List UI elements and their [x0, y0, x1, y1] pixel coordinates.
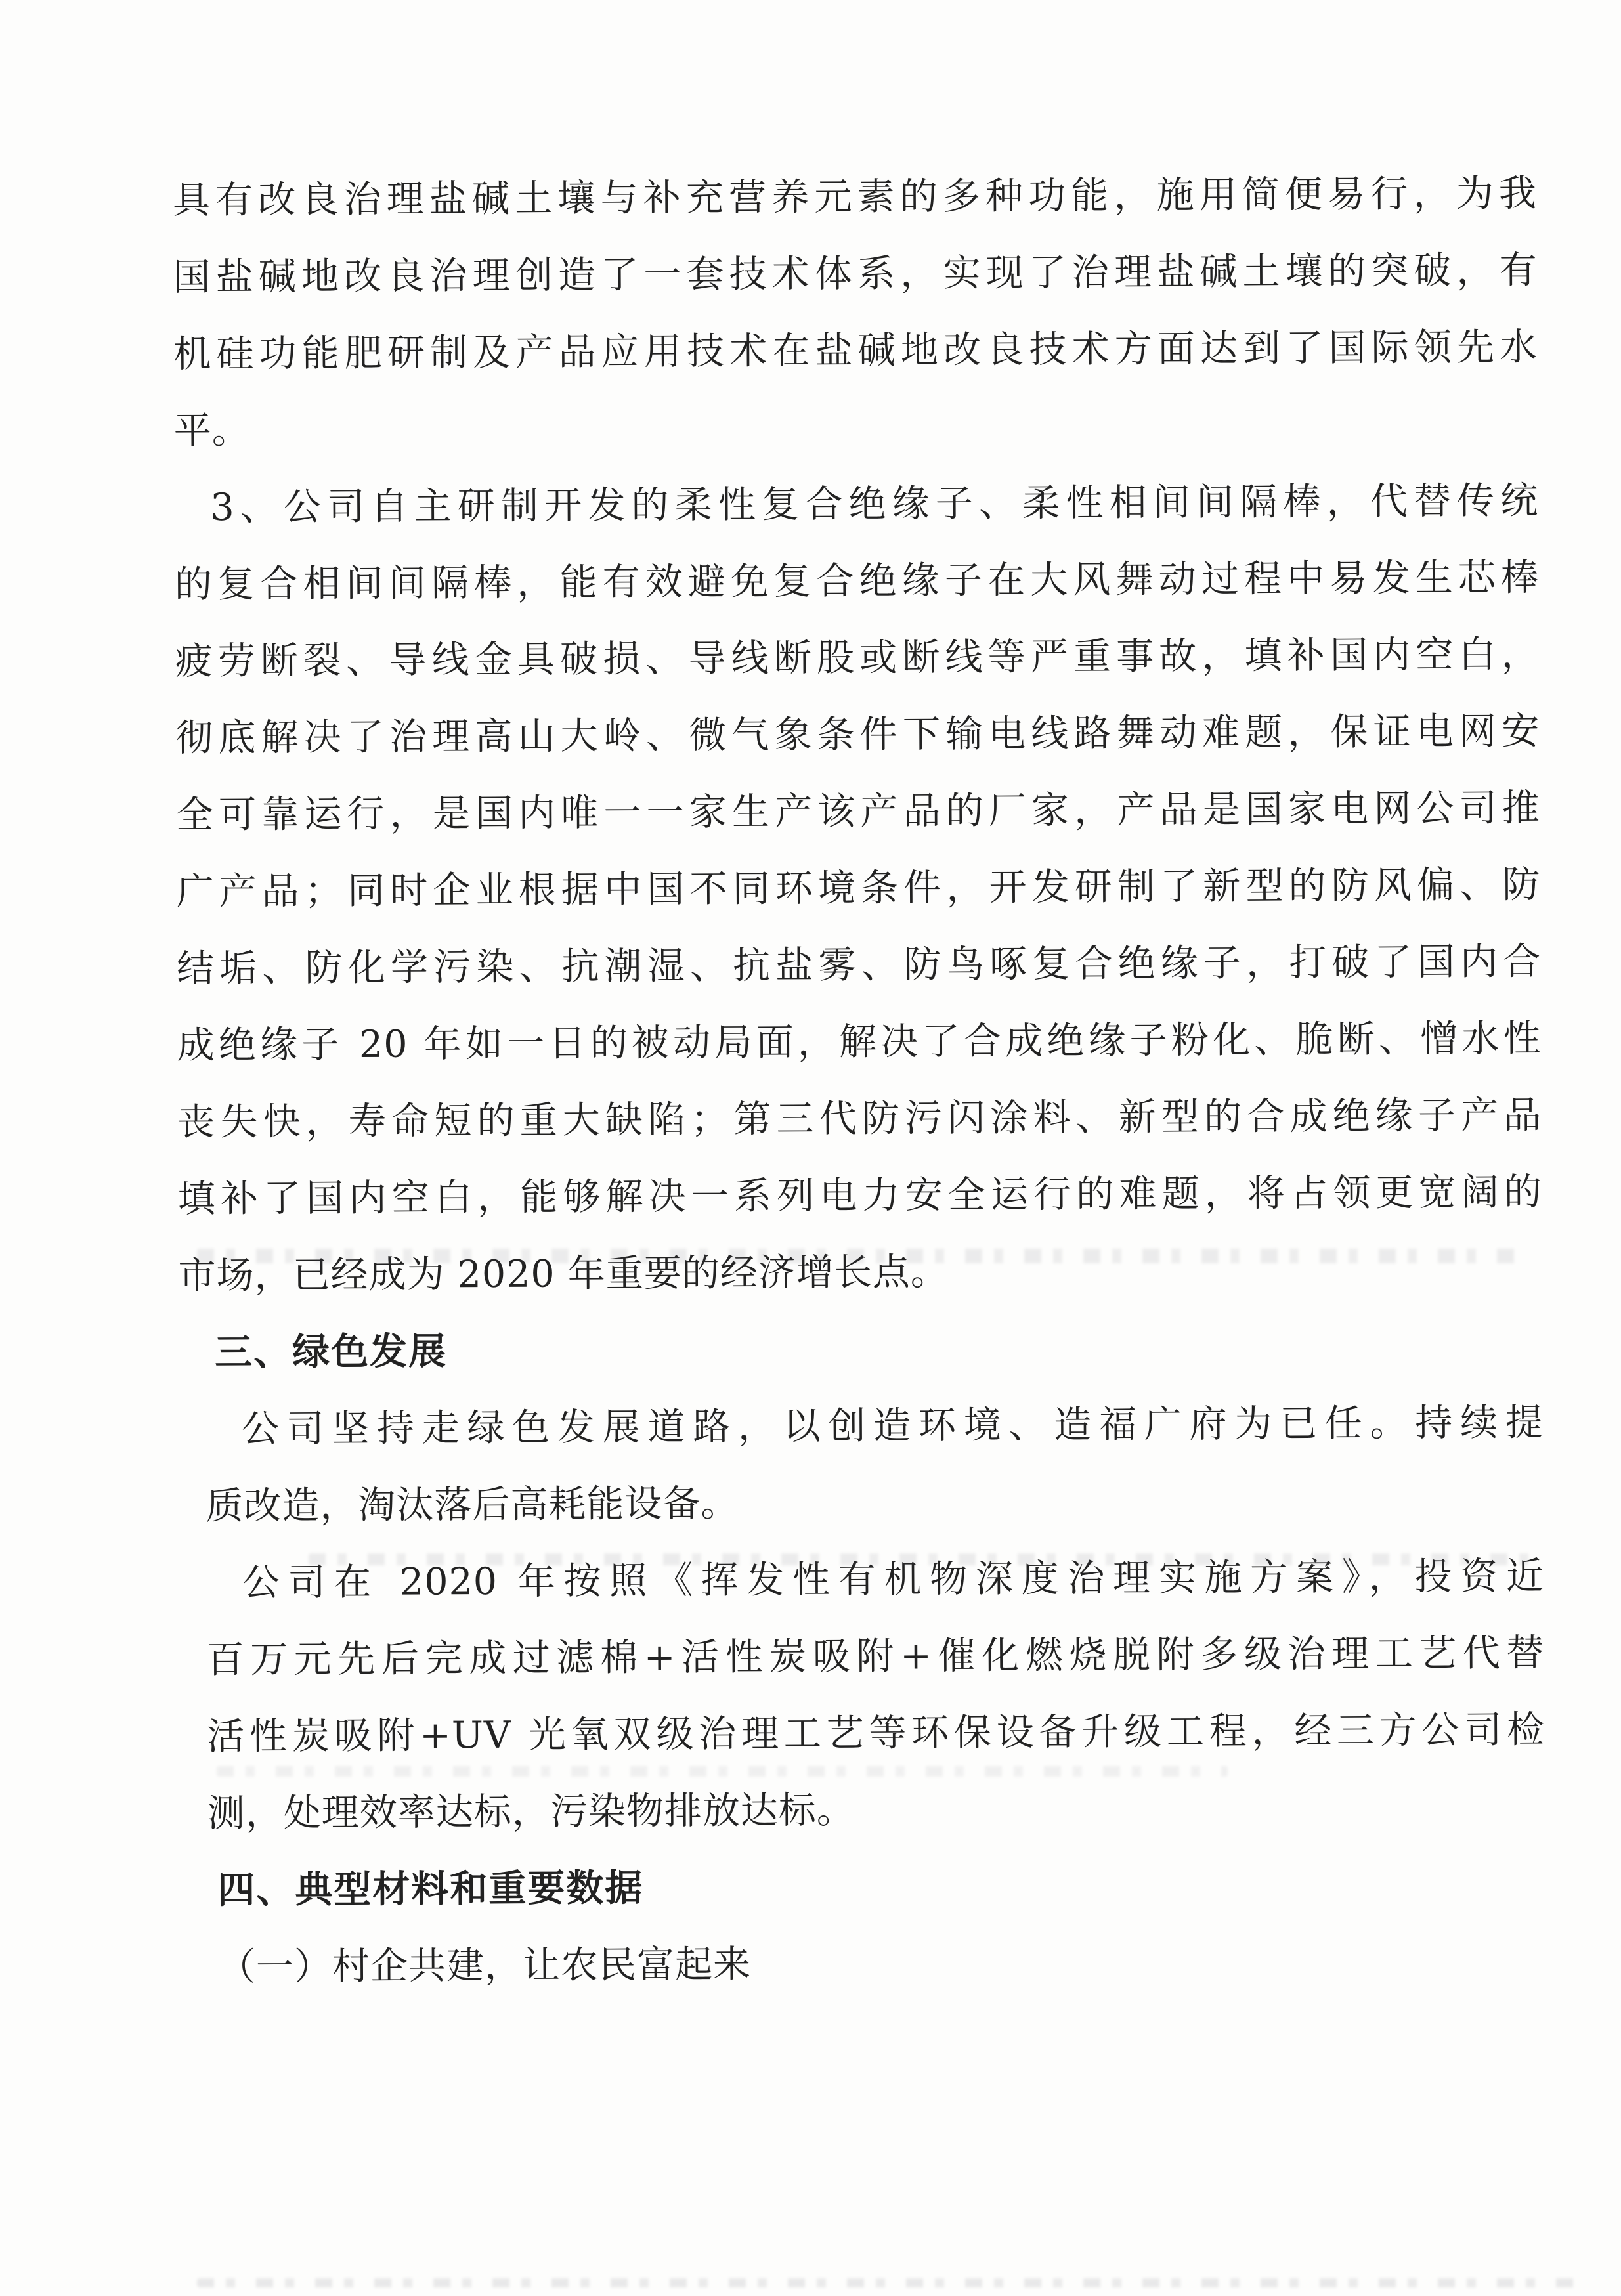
text-line: 丧失快，寿命短的重大缺陷；第三代防污闪涂料、新型的合成绝缘子产品 — [177, 1093, 1542, 1144]
text-line: 测，处理效率达标，污染物排放达标。 — [207, 1788, 855, 1836]
text-line: 百万元先后完成过滤棉+活性炭吸附+催化燃烧脱附多级治理工艺代替 — [206, 1631, 1545, 1682]
text-line: 国盐碱地改良治理创造了一套技术体系，实现了治理盐碱土壤的突破，有 — [173, 248, 1538, 299]
document-text-block — [173, 156, 1547, 2006]
text-line: 的复合相间间隔棒，能有效避免复合绝缘子在大风舞动过程中易发生芯棒 — [174, 555, 1540, 607]
text-line: 机硅功能肥研制及产品应用技术在盐碱地改良技术方面达到了国际领先水 — [173, 325, 1538, 376]
text-line: 广产品；同时企业根据中国不同环境条件，开发研制了新型的防风偏、防 — [176, 863, 1541, 914]
text-line: 填补了国内空白，能够解决一系列电力安全运行的难题，将占领更宽阔的 — [177, 1170, 1543, 1221]
section-heading-green-development: 三、绿色发展 — [214, 1330, 448, 1375]
paragraph-start-line: 3、公司自主研制开发的柔性复合绝缘子、柔性相间间隔棒，代替传统 — [210, 479, 1539, 530]
text-line: 活性炭吸附+UV 光氧双级治理工艺等环保设备升级工程，经三方公司检 — [207, 1708, 1545, 1759]
paragraph-start-line: 公司坚持走绿色发展道路，以创造环境、造福广府为已任。持续提 — [241, 1400, 1544, 1451]
text-line: 疲劳断裂、导线金具破损、导线断股或断线等严重事故，填补国内空白， — [175, 632, 1540, 683]
text-line: 结垢、防化学污染、抗潮湿、抗盐雾、防鸟啄复合绝缘子，打破了国内合 — [176, 940, 1542, 991]
bleed-through-artifact — [217, 1766, 1228, 1777]
text-line: 市场，已经成为 2020 年重要的经济增长点。 — [178, 1250, 949, 1298]
text-line: 全可靠运行，是国内唯一一家生产该产品的厂家，产品是国家电网公司推 — [175, 786, 1541, 837]
subsection-title-line: （一）村企共建，让农民富起来 — [217, 1942, 752, 1989]
section-heading-typical-materials: 四、典型材料和重要数据 — [217, 1866, 644, 1913]
text-line: 具有改良治理盐碱土壤与补充营养元素的多种功能，施用简便易行，为我 — [172, 171, 1538, 223]
bleed-through-artifact — [197, 2278, 1576, 2287]
text-line: 成绝缘子 20 年如一日的被动局面，解决了合成绝缘子粉化、脆断、憎水性 — [177, 1016, 1542, 1068]
bleed-through-artifact — [197, 1249, 1517, 1263]
bleed-through-artifact — [309, 1553, 1530, 1565]
text-line: 彻底解决了治理高山大岭、微气象条件下输电线路舞动难题，保证电网安 — [175, 709, 1540, 760]
paragraph-start-line: 公司在 2020 年按照《挥发性有机物深度治理实施方案》，投资近 — [242, 1554, 1545, 1605]
text-line: 平。 — [173, 408, 250, 453]
text-line: 质改造，淘汰落后高耗能设备。 — [205, 1481, 739, 1528]
